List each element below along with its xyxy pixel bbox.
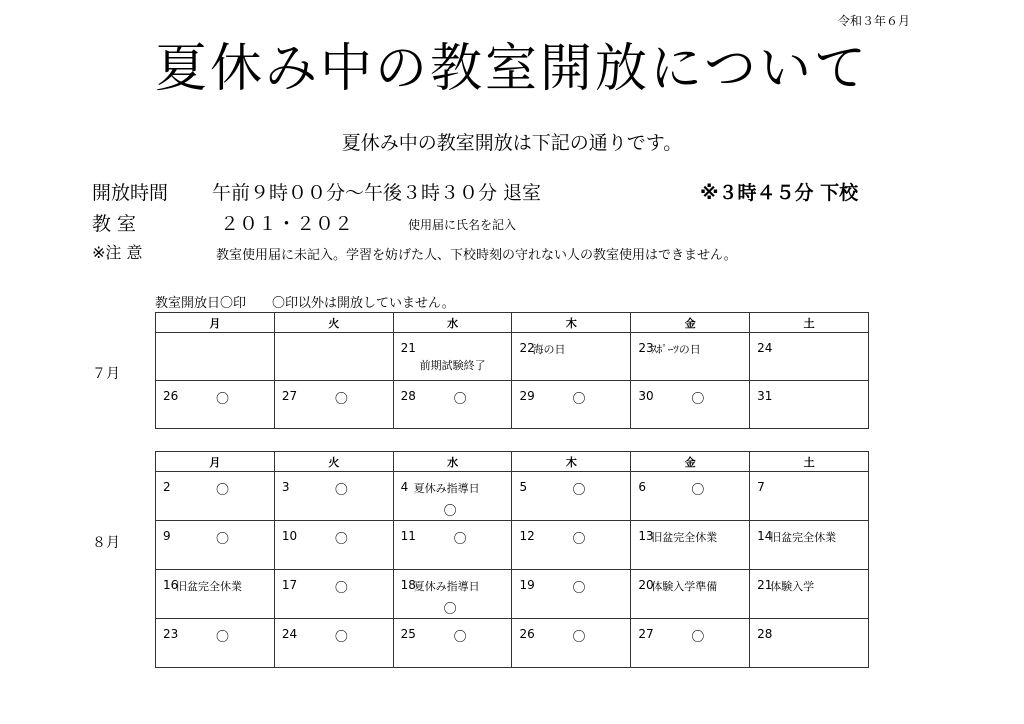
open-day-mark: 〇 <box>453 392 467 407</box>
open-day-mark: 〇 <box>334 392 348 407</box>
month-label-july: ７月 <box>92 366 120 382</box>
calendar-day-cell <box>156 619 275 668</box>
open-day-mark: 〇 <box>216 532 230 547</box>
august-calendar <box>155 451 869 668</box>
day-number: 21 <box>757 578 773 592</box>
day-number: 19 <box>519 578 535 592</box>
open-day-mark: 〇 <box>572 581 586 596</box>
day-number: 27 <box>281 389 298 403</box>
day-number: 21 <box>400 341 416 355</box>
open-day-mark: 〇 <box>216 630 230 645</box>
open-day-mark: 〇 <box>334 581 348 596</box>
calendar-week-row <box>156 619 869 668</box>
hours-label: 開放時間 <box>92 182 169 204</box>
document-date: 令和３年６月 <box>837 14 910 28</box>
dismissal-time: ※３時４５分 下校 <box>700 182 859 204</box>
day-number: 18 <box>400 578 416 592</box>
hours-value: 午前９時００分～午後３時３０分 退室 <box>212 182 542 204</box>
calendar-day-cell <box>156 472 275 521</box>
day-event: 体験入学 <box>770 580 815 593</box>
calendar-day-cell <box>393 381 512 429</box>
open-day-mark: 〇 <box>572 392 586 407</box>
day-event: 体験入学準備 <box>651 580 718 593</box>
open-day-mark: 〇 <box>216 392 230 407</box>
open-day-mark: 〇 <box>334 630 348 645</box>
day-number: 12 <box>519 529 535 543</box>
day-number: 13 <box>638 529 654 543</box>
weekday-header: 土 <box>750 313 869 333</box>
calendar-day-cell <box>631 381 750 429</box>
weekday-header: 火 <box>274 313 393 333</box>
day-number: 27 <box>638 627 654 641</box>
weekday-header: 水 <box>393 313 512 333</box>
calendar-day-cell <box>512 472 631 521</box>
calendar-week-row <box>156 472 869 521</box>
page-title: 夏休み中の教室開放について <box>155 39 869 99</box>
calendar-day-cell <box>156 333 275 381</box>
day-number: 16 <box>163 578 179 592</box>
day-number: 22 <box>519 341 535 355</box>
day-event: 夏休み指導日 <box>413 482 480 495</box>
calendar-day-cell <box>274 333 393 381</box>
open-day-mark: 〇 <box>572 483 586 498</box>
open-day-mark: 〇 <box>334 532 348 547</box>
weekday-header: 月 <box>156 452 275 472</box>
calendar-day-cell <box>631 570 750 619</box>
open-day-mark: 〇 <box>443 602 457 617</box>
day-number: 17 <box>281 578 298 592</box>
calendar-day-cell <box>750 619 869 668</box>
caution-text: 教室使用届に未記入。学習を妨げた人、下校時刻の守れない人の教室使用はできません。 <box>216 248 737 263</box>
july-calendar <box>155 312 869 429</box>
open-day-mark: 〇 <box>691 483 705 498</box>
day-number: 3 <box>281 480 290 494</box>
caution-label: ※注 意 <box>92 243 143 262</box>
day-number: 2 <box>163 480 171 494</box>
day-number: 6 <box>638 480 646 494</box>
day-number: 24 <box>757 341 773 355</box>
day-number: 29 <box>519 389 535 403</box>
weekday-header: 土 <box>750 452 869 472</box>
weekday-header: 火 <box>274 452 393 472</box>
calendar-day-cell <box>274 381 393 429</box>
calendar-day-cell <box>393 570 512 619</box>
calendar-legend: 教室開放日〇印 〇印以外は開放していません。 <box>155 296 455 311</box>
calendar-week-row <box>156 570 869 619</box>
calendar-day-cell <box>750 472 869 521</box>
calendar-day-cell <box>393 333 512 381</box>
open-day-mark: 〇 <box>572 532 586 547</box>
day-number: 31 <box>757 389 773 403</box>
calendar-day-cell <box>750 381 869 429</box>
day-number: 24 <box>281 627 298 641</box>
calendar-day-cell <box>393 619 512 668</box>
room-label: 教 室 <box>92 213 137 235</box>
day-number: 25 <box>400 627 416 641</box>
day-number: 30 <box>638 389 654 403</box>
day-number: 4 <box>400 480 409 494</box>
room-note: 使用届に氏名を記入 <box>408 218 517 232</box>
open-day-mark: 〇 <box>334 483 348 498</box>
open-day-mark: 〇 <box>691 630 705 645</box>
day-event: 前期試験終了 <box>419 359 486 372</box>
open-day-mark: 〇 <box>216 483 230 498</box>
day-number: 11 <box>400 529 416 543</box>
calendar-day-cell <box>156 570 275 619</box>
calendar-day-cell <box>631 472 750 521</box>
calendar-day-cell <box>156 381 275 429</box>
weekday-header: 木 <box>512 313 631 333</box>
calendar-day-cell <box>750 333 869 381</box>
calendar-week-row <box>156 333 869 381</box>
calendar-day-cell <box>512 570 631 619</box>
weekday-header: 金 <box>631 313 750 333</box>
day-number: 9 <box>163 529 171 543</box>
day-number: 10 <box>281 529 298 543</box>
calendar-day-cell <box>631 521 750 570</box>
open-day-mark: 〇 <box>453 532 467 547</box>
day-event: 夏休み指導日 <box>413 580 480 593</box>
month-label-august: ８月 <box>92 535 120 551</box>
day-event: 旧盆完全休業 <box>651 531 718 544</box>
day-number: 23 <box>638 341 654 355</box>
calendar-day-cell <box>274 570 393 619</box>
day-number: 20 <box>638 578 654 592</box>
room-value: ２０１・２０２ <box>220 213 354 235</box>
open-day-mark: 〇 <box>453 630 467 645</box>
calendar-day-cell <box>512 521 631 570</box>
open-day-mark: 〇 <box>691 392 705 407</box>
day-number: 23 <box>163 627 179 641</box>
calendar-day-cell <box>750 570 869 619</box>
calendar-week-row <box>156 521 869 570</box>
weekday-header: 水 <box>393 452 512 472</box>
calendar-day-cell <box>274 472 393 521</box>
calendar-week-row <box>156 381 869 429</box>
calendar-day-cell <box>393 472 512 521</box>
page-subtitle: 夏休み中の教室開放は下記の通りです。 <box>341 132 683 154</box>
day-event: ｽﾎﾟｰﾂの日 <box>651 343 701 356</box>
open-day-mark: 〇 <box>572 630 586 645</box>
day-number: 26 <box>519 627 535 641</box>
day-number: 28 <box>400 389 416 403</box>
calendar-day-cell <box>512 619 631 668</box>
day-number: 7 <box>757 480 765 494</box>
day-number: 14 <box>757 529 773 543</box>
open-day-mark: 〇 <box>443 504 457 519</box>
calendar-day-cell <box>512 381 631 429</box>
calendar-day-cell <box>750 521 869 570</box>
calendar-day-cell <box>512 333 631 381</box>
calendar-day-cell <box>274 619 393 668</box>
day-number: 26 <box>163 389 179 403</box>
calendar-day-cell <box>631 619 750 668</box>
day-number: 28 <box>757 627 773 641</box>
day-event: 海の日 <box>532 343 566 356</box>
weekday-header: 金 <box>631 452 750 472</box>
calendar-day-cell <box>393 521 512 570</box>
day-event: 旧盆完全休業 <box>770 531 837 544</box>
calendar-day-cell <box>274 521 393 570</box>
weekday-header: 木 <box>512 452 631 472</box>
day-number: 5 <box>519 480 528 494</box>
calendar-day-cell <box>156 521 275 570</box>
day-event: 旧盆完全休業 <box>176 580 242 593</box>
weekday-header: 月 <box>156 313 275 333</box>
calendar-day-cell <box>631 333 750 381</box>
